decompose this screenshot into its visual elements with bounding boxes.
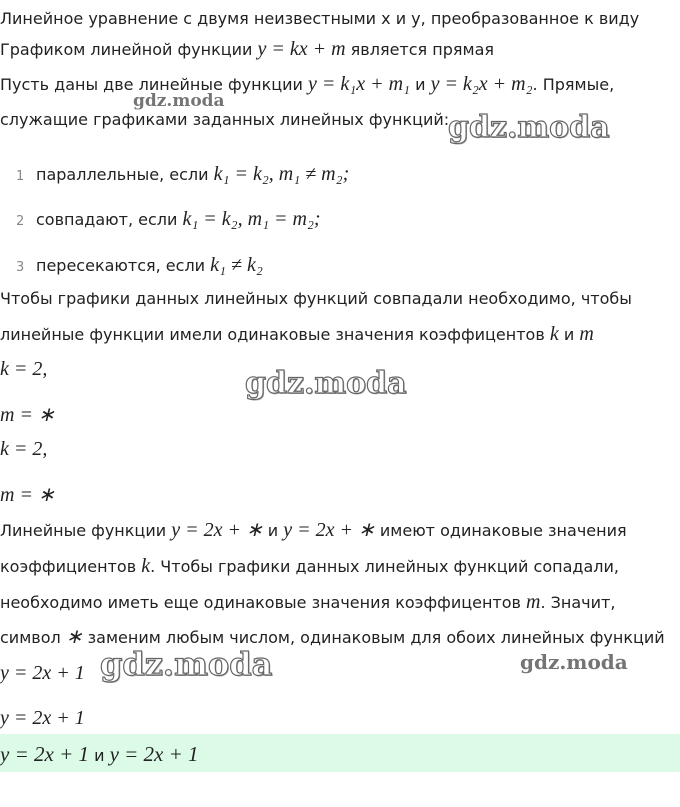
intro-line-3-post: . Прямые,	[532, 75, 615, 94]
solution-line-3-post: . Значит,	[540, 593, 616, 612]
solution-line-2	[0, 556, 619, 577]
intro-line-2	[0, 39, 494, 60]
intro-line-2-pre: Графиком линейной функции	[0, 40, 258, 59]
answer-formula-1: y = 2x + 1	[0, 742, 89, 766]
solution-formula-1: y = 2x + ∗	[171, 519, 263, 541]
value-m-2: m = ∗	[0, 484, 55, 506]
condition-number: 2	[16, 214, 25, 229]
value-m-1: m = ∗	[0, 404, 55, 426]
condition-text: пересекаются, если	[36, 256, 211, 275]
explanation-line-2	[0, 324, 594, 345]
watermark: gdz.moda	[100, 645, 273, 683]
result-equation-1: y = 2x + 1	[0, 662, 85, 684]
solution-line-1-mid: и	[262, 521, 284, 540]
answer-line	[0, 742, 199, 768]
explanation-k: k	[549, 323, 559, 345]
solution-line-4-post: заменим любым числом, одинаковым для обоих линейных функций	[82, 628, 665, 647]
intro-line-3-formula-1: y = k₁x + m₁	[308, 73, 410, 95]
solution-formula-2: y = 2x + ∗	[283, 519, 375, 541]
intro-line-4: служащие графиками заданных линейных функций:	[0, 110, 450, 129]
solution-line-2-post: . Чтобы графики данных линейных функций сопадали,	[150, 557, 619, 576]
solution-k: k	[141, 555, 151, 577]
intro-line-2-post: является прямая	[345, 40, 494, 59]
condition-number: 3	[16, 260, 25, 275]
intro-line-3-formula-2: y = k₂x + m₂	[430, 73, 533, 95]
condition-formula: k₁ = k₂, m₁ ≠ m₂;	[213, 163, 350, 185]
condition-text: совпадают, если	[36, 210, 183, 229]
solution-line-3	[0, 592, 615, 613]
condition-item-1	[16, 164, 349, 187]
explanation-line-2-mid: и	[558, 325, 580, 344]
solution-line-1	[0, 520, 627, 541]
condition-item-2	[16, 209, 321, 232]
solution-m: m	[526, 591, 541, 613]
solution-line-1-post: имеют одинаковые значения	[374, 521, 627, 540]
explanation-m: m	[579, 323, 594, 345]
value-k-2: k = 2,	[0, 438, 48, 460]
watermark: gdz.moda	[448, 110, 610, 145]
condition-item-3	[16, 255, 263, 278]
watermark: gdz.moda	[133, 91, 225, 111]
explanation-line-1: Чтобы графики данных линейных функций совпадали необходимо, чтобы	[0, 289, 632, 308]
solution-line-3-pre: необходимо иметь еще одинаковые значения коэффицентов	[0, 593, 527, 612]
condition-number: 1	[16, 169, 25, 184]
solution-line-2-pre: коэффициентов	[0, 557, 142, 576]
solution-line-1-pre: Линейные функции	[0, 521, 172, 540]
condition-text: параллельные, если	[36, 165, 214, 184]
solution-star: ∗	[65, 626, 83, 648]
condition-formula: k₁ = k₂, m₁ = m₂;	[182, 208, 321, 230]
watermark: gdz.moda	[245, 366, 407, 401]
intro-line-3-mid: и	[409, 75, 431, 94]
result-equation-2: y = 2x + 1	[0, 707, 85, 729]
watermark: gdz.moda	[520, 650, 628, 674]
value-k-1: k = 2,	[0, 358, 48, 380]
condition-formula: k₁ ≠ k₂	[210, 254, 263, 276]
answer-formula-2: y = 2x + 1	[109, 742, 199, 766]
solution-line-4-pre: символ	[0, 628, 66, 647]
intro-line-2-formula: y = kx + m	[257, 38, 346, 60]
answer-separator: и	[88, 746, 110, 765]
intro-line-3	[0, 74, 614, 95]
intro-line-3-pre: Пусть даны две линейные функции	[0, 75, 308, 94]
explanation-line-2-pre: линейные функции имели одинаковые значения коэффицентов	[0, 325, 550, 344]
intro-line-1: Линейное уравнение с двумя неизвестными x и y, преобразованное к виду	[0, 9, 640, 28]
